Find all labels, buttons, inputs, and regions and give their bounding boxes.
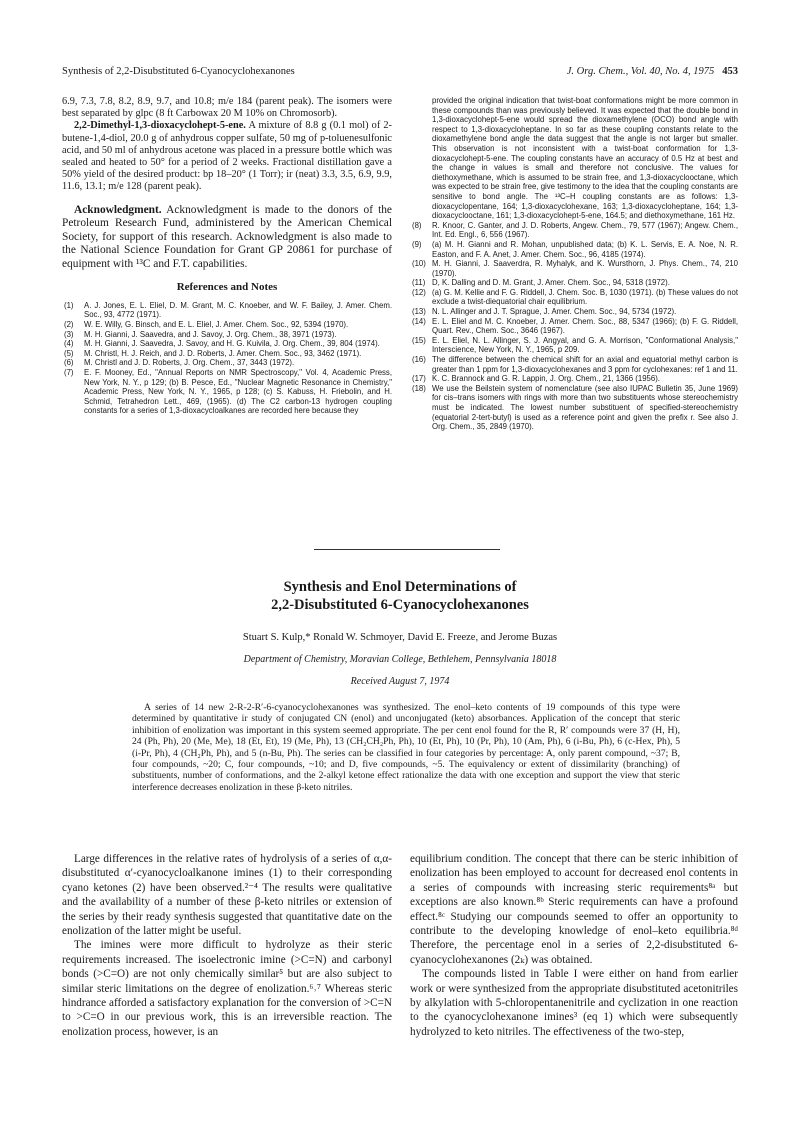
article-title xyxy=(62,578,738,614)
article-title-line2: 2,2-Disubstituted 6-Cyanocyclohexanones xyxy=(271,597,529,613)
running-title: Synthesis of 2,2-Disubstituted 6-Cyanocyclohexanones xyxy=(62,66,295,77)
reference-number: (2) xyxy=(64,319,74,329)
reference-text: We use the Beilstein system of nomenclature (see also IUPAC Bulletin 35, June 1969) for cis–trans isomers with rings with more than two substituents whose stereochemistry must be indicated. The lowest number substituent of specified-stereochemistry (equatorial 2-tert-butyl) is used as a reference point and given the prefix r. See also J. Org. Chem., 35, 2849 (1970). xyxy=(432,383,738,432)
experimental-paragraph xyxy=(62,120,392,193)
reference-text: E. L. Eliel, N. L. Allinger, S. J. Angyal, and G. A. Morrison, "Conformational Analysis," Interscience, New York, N. Y., 1965, p 209. xyxy=(432,335,738,355)
reference-number: (14) xyxy=(412,316,426,326)
acknowledgment-text: Acknowledgment is made to the donors of the Petroleum Research Fund, administered by the American Chemical Society, for support of this research. Acknowledgment is also made to the National Science Foundation for Grant GP 20861 for purchase of equipment with ¹³C and F.T. capabilities. xyxy=(62,203,392,270)
reference-number: (12) xyxy=(412,287,426,297)
page-number: 453 xyxy=(722,66,738,77)
reference-text: E. F. Mooney, Ed., "Annual Reports on NMR Spectroscopy," Vol. 4, Academic Press, New York, N. Y., p 129; (b) B. Pesce, Ed., "Nuclear Magnetic Resonance in Chemistry," Academic Press, New York, N. Y., 1965, p 128; (c) S. Kabuss, H. Friebolin, and H. Schmid, Tetrahedron Lett., 469, (1965). (d) The C2 carbon-13 hydrogen coupling constants for a series of 1,3-dioxacycloalkanes are recorded here because they xyxy=(84,367,392,416)
reference-item xyxy=(410,288,738,307)
reference-item xyxy=(410,221,738,240)
body-left-column xyxy=(62,852,392,1039)
reference-text: M. Christl and J. D. Roberts, J. Org. Chem., 37, 3443 (1972). xyxy=(84,358,295,368)
reference-item xyxy=(410,317,738,336)
reference-text: R. Knoor, C. Ganter, and J. D. Roberts, Angew. Chem., 79, 577 (1967); Angew. Chem., Int. Ed. Engl., 6, 556 (1967). xyxy=(432,220,738,240)
reference-item xyxy=(410,240,738,259)
reference-item xyxy=(62,301,392,320)
left-column xyxy=(62,96,392,416)
reference-text: W. E. Willy, G. Binsch, and E. L. Eliel, J. Amer. Chem. Soc., 92, 5394 (1970). xyxy=(84,319,349,329)
reference-number: (7) xyxy=(64,367,74,377)
reference-item xyxy=(410,374,738,384)
body-paragraph: The compounds listed in Table I were either on hand from earlier work or were synthesized from the appropriate disubstituted acetonitriles by alkylation with 5-chloropentanenitrile and cyclization in one reaction to the cyanocyclohexanone imines³ (eq 1) which were subsequently hydrolyzed to keto nitriles. The effectiveness of the two-step, xyxy=(410,968,738,1038)
authors: Stuart S. Kulp,* Ronald W. Schmoyer, David E. Freeze, and Jerome Buzas xyxy=(242,632,558,643)
experimental-text: A mixture of 8.8 g (0.1 mol) of 2-butene-1,4-diol, 20.0 g of anhydrous copper sulfate, 50 mg of p-toluenesulfonic acid, and 50 ml of anhydrous acetone was placed in a pressure bottle which was sealed and heated to 50° for a period of 2 weeks. Fractional distillation gave a 50% yield of the desired product: bp 18–20° (1 Torr); ir (neat) 3.3, 3.5, 6.9, 9.9, 11.6, 13.1; m/e 128 (parent peak). xyxy=(62,120,392,193)
compound-heading: 2,2-Dimethyl-1,3-dioxacyclohept-5-ene. xyxy=(74,120,246,132)
abstract: A series of 14 new 2-R-2-R′-6-cyanocyclohexanones was synthesized. The enol–keto contents of 19 compounds of this type were determined by quantitative ir study of conjugated CN (enol) and unconjugated (keto) absorbances. Application of the concept that steric inhibition of enolization was important in this system seemed appropriate. The per cent enol found for the R, R′ compounds were 37 (H, H), 24 (Ph, Ph), 20 (Me, Me), 18 (Et, Et), 19 (Me, Ph), 13 (CH₂CH₂Ph, Ph), 10 (Et, Ph), 10 (Pr, Ph), 10 (Am, Ph), 6 (i-Bu, Ph), 6 (c-Hex, Ph), 5 (i-Pr, Ph), 4 (CH₂Ph, Ph), and 5 (n-Bu, Ph). The series can be classified in four categories by percentage: A, only parent compound, ~37; B, four compounds, ~20; C, four compounds, ~10; and D, five compounds, ~5. The equivalency or extent of dissimilarity (branching) of substituents, number of conformations, and the 2-alkyl ketone effect rationalize the data with one exception and support the view that steric interference decreases enolization in these β-keto nitriles. xyxy=(132,702,680,793)
reference-item xyxy=(410,355,738,374)
reference-text: The difference between the chemical shift for an axial and equatorial methyl carbon is greater than 1 ppm for 1,3-dioxacyclohexanes and 3 ppm for cyclohexanes: ref 1 and 11. xyxy=(432,355,738,374)
reference-number: (16) xyxy=(412,355,426,365)
reference-item xyxy=(62,349,392,359)
affiliation: Department of Chemistry, Moravian College, Bethlehem, Pennsylvania 18018 xyxy=(243,654,557,665)
reference-number: (9) xyxy=(412,239,422,249)
reference-text: M. H. Gianni, J. Saavedra, J. Savoy, and H. G. Kuivila, J. Org. Chem., 39, 804 (1974). xyxy=(84,339,380,349)
reference-number: (13) xyxy=(412,307,426,317)
running-header xyxy=(62,66,738,80)
reference-number: (4) xyxy=(64,339,74,349)
reference-item xyxy=(410,259,738,278)
body-right-column xyxy=(410,852,738,1039)
references-heading: References and Notes xyxy=(176,280,278,293)
reference-text: M. H. Gianni, J. Saavedra, and J. Savoy, J. Org. Chem., 38, 3971 (1973). xyxy=(84,329,337,339)
reference-text: (a) M. H. Gianni and R. Mohan, unpublished data; (b) K. L. Servis, E. A. Noe, N. R. Easton, and F. A. Anet, J. Amer. Chem. Soc., 96, 4185 (1974). xyxy=(432,239,738,259)
reference-number: (11) xyxy=(412,278,426,288)
reference-item xyxy=(62,339,392,349)
reference-item xyxy=(410,307,738,317)
reference-number: (6) xyxy=(64,358,74,368)
acknowledgment xyxy=(62,204,392,272)
reference-text: K. C. Brannock and G. R. Lappin, J. Org. Chem., 21, 1366 (1956). xyxy=(432,374,660,384)
reference-item xyxy=(62,368,392,416)
reference-item xyxy=(410,384,738,432)
reference-number: (3) xyxy=(64,329,74,339)
reference-number: (1) xyxy=(64,300,74,310)
reference-item xyxy=(62,358,392,368)
reference-number: (17) xyxy=(412,374,426,384)
body-paragraph: Large differences in the relative rates of hydrolysis of a series of α,α-disubstituted α′-cyanocycloalkanone imines (1) to their corresponding cyano ketones (2) have been observed.²⁻⁴ The results were qualitative and the availability of a number of these β-keto nitriles or extension of the series by their ready synthesis suggested that quantitative date on the enolization of the latter might be useful. xyxy=(62,853,392,938)
reference-text: M. H. Gianni, J. Saaverdra, R. Myhalyk, and K. Wursthorn, J. Phys. Chem., 74, 210 (1970). xyxy=(432,259,738,278)
reference-text: N. L. Allinger and J. T. Sprague, J. Amer. Chem. Soc., 94, 5734 (1972). xyxy=(432,307,677,317)
reference-item xyxy=(62,320,392,330)
reference-text: E. L. Eliel and M. C. Knoeber, J. Amer. Chem. Soc., 88, 5347 (1966); (b) F. G. Riddell, Quart. Rev., Chem. Soc., 3646 (1967). xyxy=(432,316,738,336)
reference-number: (8) xyxy=(412,220,422,230)
acknowledgment-heading: Acknowledgment. xyxy=(74,203,162,216)
section-divider xyxy=(314,549,500,550)
references-list-left xyxy=(62,301,392,416)
reference-text: D, K. Dalling and D. M. Grant, J. Amer. Chem. Soc., 94, 5318 (1972). xyxy=(432,278,670,288)
experimental-continuation: 6.9, 7.3, 7.8, 8.2, 8.9, 9.7, and 10.8; m/e 184 (parent peak). The isomers were best separated by glpc (8 ft Carbowax 20 M 10% on Chromosorb). xyxy=(62,96,392,120)
article-title-line1: Synthesis and Enol Determinations of xyxy=(283,579,517,595)
reference-item xyxy=(62,330,392,340)
body-paragraph: equilibrium condition. The concept that there can be steric inhibition of enolization has been employed to account for decreased enol contents in a series of compounds with increasing steric requirements⁸ᵃ but exceptions are also known.⁸ᵇ Steric requirements can have a profound effect.⁸ᶜ Studying our compounds seemed to offer an opportunity to contribute to the developing knowledge of enol–keto equilibria.⁸ᵈ Therefore, the percentage enol in a series of 2,2-disubstituted 6-cyanocyclohexanones (2ₖ) was obtained. xyxy=(410,853,738,966)
journal-citation xyxy=(567,66,738,77)
note-continuation: provided the original indication that twist-boat conformations might be more common in these compounds than was previously believed. It was expected that the double bond in 1,3-dioxacyclohept-5-ene would spread the dioxamethylene (OCO) bond angle with respect to 1,3-dioxacycloheptane. In so far as these coupling constants relate to the dioxamethylene bond angle the data suggest that the angle is not larger but smaller. This observation is not inconsistent with a twist-boat conformation for 1,3-dioxacyclohept-5-ene. The coupling constants have an accuracy of 0.5 Hz at best and the change in values is small and therefore not conclusive. The values for diethoxymethane, which is assumed to be strain free, and 1,3-dioxacyclooctane, which was expected to be strain free, give testimony to the idea that the coupling constants are sensitive to bond angle. The ¹³C–H coupling constants are as follows: 1,3-dioxacyclopentane, 164; 1,3-dioxacyclohexane, 163; 1,3-dioxacycloheptane, 164; 1,3-dioxacyclooctane, 161; 1,3-dioxacyclohept-5-ene, 164.5; and diethoxymethane, 161 Hz. xyxy=(432,96,738,221)
reference-item xyxy=(410,336,738,355)
reference-number: (10) xyxy=(412,259,426,269)
reference-text: M. Christl, H. J. Reich, and J. D. Roberts, J. Amer. Chem. Soc., 93, 3462 (1971). xyxy=(84,348,362,358)
reference-number: (5) xyxy=(64,348,74,358)
reference-number: (15) xyxy=(412,335,426,345)
right-column xyxy=(410,96,738,432)
journal-name: J. Org. Chem., Vol. 40, No. 4, 1975 xyxy=(566,66,715,77)
received-date: Received August 7, 1974 xyxy=(350,676,450,687)
reference-text: A. J. Jones, E. L. Eliel, D. M. Grant, M. C. Knoeber, and W. F. Bailey, J. Amer. Chem. Soc., 93, 4772 (1971). xyxy=(84,300,392,320)
reference-text: (a) G. M. Kellie and F. G. Riddell, J. Chem. Soc. B, 1030 (1971). (b) These values do not exclude a twist-diequatorial chair equilibrium. xyxy=(432,287,738,307)
reference-item xyxy=(410,278,738,288)
body-paragraph: The imines were more difficult to hydrolyze as their steric requirements increased. The isoelectronic imine (>C=N) and carbonyl bonds (>C=O) are not only chemically similar⁵ but are also subject to similar steric limitations on the degree of enolization.⁶˒⁷ Whereas steric hindrance afforded a satisfactory explanation for the conversion of >C=N to >C=O in our previous work, this is an irreversible reaction. The enolization process, however, is an xyxy=(62,939,392,1038)
reference-number: (18) xyxy=(412,383,426,393)
